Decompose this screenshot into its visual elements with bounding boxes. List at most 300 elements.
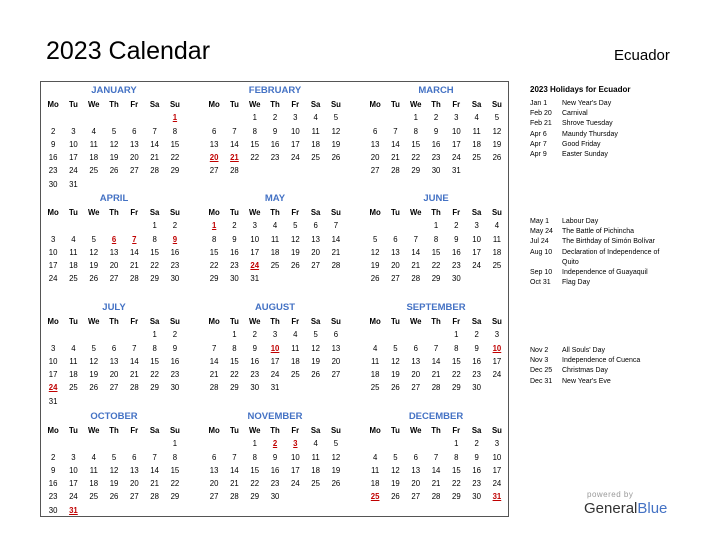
day-cell: 5 [372, 234, 378, 244]
day-cell: 23 [170, 261, 180, 271]
day-cell: 19 [89, 261, 99, 271]
day-cell: 17 [451, 139, 461, 149]
day-cell: 18 [89, 153, 99, 163]
empty-cell [104, 219, 124, 232]
day-cell: 3 [474, 221, 479, 231]
brand-blue: Blue [637, 500, 668, 517]
day-cell: 30 [48, 179, 58, 189]
holiday-item [530, 356, 705, 366]
day-cell: 25 [69, 274, 78, 284]
month-grid [365, 315, 507, 395]
weekday-header: Sa [471, 208, 482, 217]
day-cell: 17 [48, 261, 58, 271]
holiday-date: Dec 31 [530, 377, 553, 385]
empty-cell [406, 219, 426, 232]
day-cell: 13 [209, 465, 219, 475]
day-cell: 29 [170, 492, 180, 502]
day-cell: 22 [209, 261, 219, 271]
day-cell: 2 [474, 439, 479, 449]
day-cell: 28 [391, 166, 400, 176]
weekday-header: We [409, 100, 422, 109]
day-cell: 24 [472, 261, 481, 271]
weekday-header: Su [330, 208, 341, 217]
day-cell: 5 [293, 221, 298, 231]
day-cell: 15 [150, 356, 159, 366]
empty-cell [385, 111, 405, 124]
powered-by-label: powered by [587, 490, 634, 499]
weekday-header: Tu [68, 100, 78, 109]
weekday-header: Sa [471, 426, 482, 435]
day-cell: 1 [454, 439, 459, 449]
empty-cell [43, 328, 63, 341]
holiday-name: Independence of Cuenca [562, 357, 641, 365]
day-cell: 27 [391, 274, 400, 284]
day-cell: 28 [230, 492, 239, 502]
day-cell: 18 [472, 139, 481, 149]
holiday-name: Labour Day [562, 218, 599, 225]
day-cell: 25 [311, 153, 320, 163]
day-cell: 15 [170, 139, 180, 149]
empty-cell [63, 111, 83, 124]
day-cell: 10 [451, 126, 461, 136]
holiday-group [530, 346, 705, 387]
holiday-date: Feb 20 [530, 110, 552, 118]
day-cell: 29 [170, 166, 180, 176]
empty-cell [84, 328, 104, 341]
holiday-name: Independence of Guayaquil [562, 268, 648, 276]
day-cell: 17 [69, 153, 78, 163]
day-cell: 20 [109, 370, 119, 380]
day-cell: 11 [371, 356, 380, 366]
day-cell: 17 [492, 465, 502, 475]
day-cell: 3 [71, 452, 76, 462]
month-september [365, 300, 507, 395]
month-april [43, 191, 185, 286]
day-cell: 7 [132, 343, 137, 353]
country-label: Ecuador [614, 47, 670, 64]
day-cell: 16 [431, 139, 441, 149]
day-cell: 11 [69, 247, 78, 257]
day-cell: 25 [69, 383, 78, 393]
weekday-header: Fr [452, 100, 461, 109]
day-cell: 2 [232, 221, 237, 231]
day-cell: 20 [209, 479, 219, 489]
month-name: FEBRUARY [248, 85, 302, 96]
month-name: OCTOBER [90, 411, 138, 422]
day-cell: 5 [494, 113, 500, 123]
month-name: DECEMBER [408, 411, 464, 422]
day-cell: 21 [230, 479, 239, 489]
day-cell: 7 [211, 343, 217, 353]
day-cell: 27 [129, 492, 139, 502]
day-cell: 25 [492, 261, 502, 271]
day-cell: 11 [291, 343, 300, 353]
holiday-date: Apr 7 [530, 140, 547, 148]
day-cell: 11 [89, 465, 98, 475]
day-cell: 28 [150, 492, 159, 502]
weekday-header: Fr [452, 317, 461, 326]
month-grid [365, 206, 507, 286]
weekday-header: Sa [310, 317, 321, 326]
day-cell: 10 [48, 356, 58, 366]
month-november [204, 409, 346, 504]
day-cell: 16 [250, 356, 260, 366]
weekday-header: We [248, 100, 261, 109]
weekday-header: Mo [47, 426, 59, 435]
weekday-header: Th [431, 100, 441, 109]
weekday-header: We [248, 208, 261, 217]
day-cell: 15 [170, 465, 180, 475]
day-cell: 27 [331, 370, 341, 380]
day-cell: 4 [71, 234, 76, 244]
day-cell: 25 [290, 370, 300, 380]
weekday-header: Th [431, 426, 441, 435]
day-cell: 11 [371, 465, 380, 475]
day-cell: 18 [492, 247, 502, 257]
weekday-header: Mo [369, 426, 381, 435]
day-cell: 14 [431, 465, 441, 475]
day-cell: 14 [150, 465, 159, 475]
day-cell: 15 [431, 247, 441, 257]
holiday-day-cell: 2 [272, 439, 278, 449]
day-cell: 26 [492, 153, 502, 163]
day-cell: 3 [50, 343, 56, 353]
day-cell: 4 [313, 113, 318, 123]
day-cell: 25 [472, 153, 481, 163]
day-cell: 2 [50, 126, 56, 136]
day-cell: 25 [89, 166, 99, 176]
day-cell: 23 [431, 153, 441, 163]
holiday-item [530, 237, 705, 247]
day-cell: 12 [391, 356, 400, 366]
day-cell: 9 [50, 139, 56, 149]
empty-cell [224, 437, 244, 450]
day-cell: 8 [413, 126, 418, 136]
holiday-day-cell: 25 [370, 492, 380, 502]
empty-cell [385, 437, 405, 450]
day-cell: 13 [411, 465, 421, 475]
weekday-header: Tu [390, 317, 400, 326]
day-cell: 30 [48, 505, 58, 515]
day-cell: 5 [333, 439, 339, 449]
day-cell: 8 [172, 126, 178, 136]
holiday-name: The Battle of Pichincha [562, 228, 634, 236]
day-cell: 30 [170, 274, 180, 284]
empty-cell [84, 219, 104, 232]
month-grid [43, 206, 185, 286]
day-cell: 20 [411, 370, 421, 380]
empty-cell [63, 328, 83, 341]
weekday-header: Mo [369, 100, 381, 109]
day-cell: 16 [472, 465, 481, 475]
weekday-header: Fr [130, 317, 139, 326]
day-cell: 12 [89, 356, 99, 366]
day-cell: 10 [48, 247, 58, 257]
day-cell: 7 [232, 452, 237, 462]
holiday-name: Maundy Thursday [562, 130, 618, 138]
day-cell: 27 [311, 261, 320, 271]
day-cell: 16 [48, 479, 58, 489]
day-cell: 13 [109, 356, 119, 366]
day-cell: 15 [250, 465, 260, 475]
month-name: JUNE [423, 193, 449, 204]
day-cell: 8 [433, 234, 439, 244]
day-cell: 8 [454, 343, 459, 353]
empty-cell [43, 437, 63, 450]
weekday-header: Th [270, 100, 280, 109]
day-cell: 23 [48, 492, 58, 502]
day-cell: 30 [472, 383, 481, 393]
holiday-name: The Birthday of Simón Bolívar [562, 238, 655, 246]
day-cell: 26 [290, 261, 300, 271]
month-grid [43, 98, 185, 191]
holiday-day-cell: 3 [293, 439, 298, 449]
day-cell: 6 [333, 330, 339, 340]
holiday-date: May 24 [530, 228, 553, 236]
day-cell: 18 [69, 370, 78, 380]
day-cell: 14 [129, 356, 139, 366]
day-cell: 15 [209, 247, 219, 257]
empty-cell [144, 111, 164, 124]
day-cell: 30 [472, 492, 481, 502]
day-cell: 16 [451, 247, 461, 257]
day-cell: 22 [451, 479, 461, 489]
month-grid [204, 315, 346, 395]
day-cell: 1 [172, 439, 178, 449]
day-cell: 17 [250, 247, 260, 257]
holiday-day-cell: 31 [492, 492, 502, 502]
day-cell: 26 [391, 492, 400, 502]
day-cell: 3 [454, 113, 459, 123]
day-cell: 30 [270, 492, 280, 502]
holiday-item [530, 119, 705, 129]
day-cell: 29 [451, 492, 461, 502]
day-cell: 24 [451, 153, 461, 163]
day-cell: 22 [150, 370, 159, 380]
holiday-date: Sep 10 [530, 268, 553, 276]
day-cell: 24 [69, 166, 78, 176]
day-cell: 11 [270, 234, 280, 244]
holiday-date: Apr 6 [530, 130, 547, 138]
day-cell: 21 [431, 479, 441, 489]
brand-logo[interactable] [584, 500, 667, 518]
day-cell: 3 [494, 330, 500, 340]
weekday-header: We [409, 208, 422, 217]
day-cell: 5 [91, 234, 96, 244]
month-name: SEPTEMBER [406, 302, 466, 313]
day-cell: 17 [69, 479, 78, 489]
month-october [43, 409, 185, 517]
day-cell: 7 [232, 126, 237, 136]
holiday-name: Christmas Day [562, 367, 608, 375]
month-grid [365, 424, 507, 504]
day-cell: 27 [129, 166, 139, 176]
day-cell: 8 [152, 234, 157, 244]
day-cell: 4 [293, 330, 298, 340]
weekday-header: Mo [47, 208, 59, 217]
weekday-header: Th [109, 426, 119, 435]
day-cell: 23 [48, 166, 58, 176]
day-cell: 11 [492, 234, 501, 244]
day-cell: 12 [290, 234, 300, 244]
day-cell: 9 [474, 343, 479, 353]
day-cell: 26 [89, 274, 99, 284]
day-cell: 31 [69, 179, 78, 189]
empty-cell [104, 111, 124, 124]
empty-cell [63, 219, 83, 232]
holiday-date: Nov 2 [530, 347, 549, 354]
day-cell: 27 [109, 274, 119, 284]
day-cell: 2 [172, 330, 178, 340]
month-grid [204, 98, 346, 178]
empty-cell [84, 111, 104, 124]
weekday-header: Fr [291, 208, 300, 217]
day-cell: 23 [250, 370, 260, 380]
weekday-header: Mo [47, 317, 59, 326]
weekday-header: Fr [130, 208, 139, 217]
day-cell: 23 [472, 479, 481, 489]
day-cell: 20 [411, 479, 421, 489]
day-cell: 30 [431, 166, 441, 176]
day-cell: 1 [152, 330, 157, 340]
day-cell: 22 [451, 370, 461, 380]
day-cell: 28 [150, 166, 159, 176]
day-cell: 18 [370, 479, 380, 489]
day-cell: 16 [170, 356, 180, 366]
day-cell: 13 [370, 139, 380, 149]
day-cell: 17 [492, 356, 502, 366]
day-cell: 1 [252, 439, 257, 449]
day-cell: 9 [433, 126, 439, 136]
day-cell: 9 [172, 343, 178, 353]
weekday-header: Su [169, 208, 180, 217]
holiday-day-cell: 6 [111, 234, 117, 244]
day-cell: 8 [232, 343, 237, 353]
day-cell: 15 [451, 465, 461, 475]
day-cell: 10 [69, 465, 78, 475]
month-may [204, 191, 346, 286]
month-name: JULY [102, 302, 126, 313]
weekday-header: Tu [68, 208, 78, 217]
day-cell: 19 [109, 153, 119, 163]
day-cell: 21 [129, 261, 139, 271]
day-cell: 29 [451, 383, 461, 393]
day-cell: 24 [48, 274, 58, 284]
weekday-header: Fr [291, 426, 300, 435]
month-june [365, 191, 507, 286]
weekday-header: Sa [310, 208, 321, 217]
day-cell: 18 [89, 479, 99, 489]
empty-cell [84, 437, 104, 450]
day-cell: 27 [209, 492, 219, 502]
day-cell: 19 [311, 356, 320, 366]
day-cell: 29 [150, 383, 159, 393]
day-cell: 13 [129, 139, 139, 149]
day-cell: 29 [230, 383, 239, 393]
day-cell: 13 [331, 343, 341, 353]
day-cell: 15 [411, 139, 421, 149]
weekday-header: Th [109, 208, 119, 217]
day-cell: 20 [129, 479, 139, 489]
holiday-date: Apr 9 [530, 150, 547, 158]
day-cell: 30 [451, 274, 461, 284]
month-march [365, 83, 507, 178]
holiday-name: Quito [562, 258, 579, 266]
holiday-day-cell: 1 [211, 221, 217, 231]
holiday-item [530, 109, 705, 119]
day-cell: 6 [372, 126, 378, 136]
weekday-header: Tu [229, 100, 239, 109]
day-cell: 13 [209, 139, 219, 149]
day-cell: 15 [250, 139, 260, 149]
day-cell: 5 [111, 126, 117, 136]
holiday-date: Jan 1 [530, 100, 548, 107]
holiday-item [530, 217, 705, 227]
day-cell: 27 [370, 166, 380, 176]
day-cell: 14 [391, 139, 400, 149]
weekday-header: Th [109, 100, 119, 109]
day-cell: 21 [431, 370, 441, 380]
day-cell: 19 [331, 465, 341, 475]
day-cell: 17 [290, 465, 300, 475]
weekday-header: Mo [47, 100, 59, 109]
day-cell: 24 [69, 492, 78, 502]
day-cell: 27 [411, 383, 421, 393]
day-cell: 11 [472, 126, 481, 136]
day-cell: 31 [250, 274, 260, 284]
weekday-header: Fr [130, 426, 139, 435]
empty-cell [124, 328, 144, 341]
day-cell: 12 [492, 126, 502, 136]
day-cell: 28 [431, 492, 441, 502]
holiday-name: Flag Day [562, 279, 591, 287]
holiday-item [530, 377, 705, 387]
day-cell: 12 [370, 247, 380, 257]
day-cell: 29 [150, 274, 159, 284]
day-cell: 25 [270, 261, 280, 271]
day-cell: 5 [393, 343, 398, 353]
day-cell: 20 [311, 247, 320, 257]
weekday-header: Fr [291, 317, 300, 326]
weekday-header: Su [169, 317, 180, 326]
day-cell: 8 [211, 234, 217, 244]
day-cell: 22 [230, 370, 239, 380]
weekday-header: Su [330, 317, 341, 326]
day-cell: 13 [391, 247, 400, 257]
empty-cell [124, 437, 144, 450]
day-cell: 20 [129, 153, 139, 163]
day-cell: 27 [209, 166, 219, 176]
weekday-header: Fr [291, 100, 300, 109]
day-cell: 30 [170, 383, 180, 393]
holiday-date: Nov 3 [530, 357, 549, 365]
day-cell: 26 [391, 383, 400, 393]
weekday-header: Mo [369, 208, 381, 217]
day-cell: 28 [331, 261, 341, 271]
day-cell: 13 [411, 356, 421, 366]
month-grid [365, 98, 507, 178]
day-cell: 21 [129, 370, 139, 380]
day-cell: 1 [454, 330, 459, 340]
weekday-header: Su [491, 100, 502, 109]
day-cell: 23 [230, 261, 239, 271]
month-august [204, 300, 346, 395]
month-grid [204, 206, 346, 286]
empty-cell [63, 437, 83, 450]
day-cell: 1 [232, 330, 237, 340]
empty-cell [104, 328, 124, 341]
day-cell: 23 [270, 153, 280, 163]
